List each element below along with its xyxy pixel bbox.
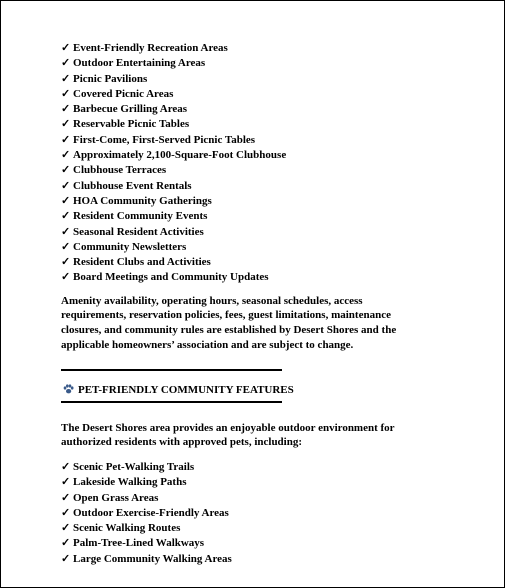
section-divider-bottom <box>61 401 282 403</box>
list-item-label: HOA Community Gatherings <box>73 194 212 207</box>
list-item <box>61 460 441 475</box>
list-item-label: Open Grass Areas <box>73 491 159 504</box>
checkmark-icon: ✓ <box>61 537 71 550</box>
checkmark-icon: ✓ <box>61 225 71 238</box>
checkmark-icon: ✓ <box>61 179 71 192</box>
list-item <box>61 56 441 71</box>
list-item-label: Outdoor Entertaining Areas <box>73 57 206 70</box>
list-item <box>61 41 441 56</box>
checkmark-icon: ✓ <box>61 87 71 100</box>
list-item-label: Board Meetings and Community Updates <box>73 271 269 284</box>
list-item <box>61 475 441 490</box>
pet-feature-list <box>61 460 441 567</box>
checkmark-icon: ✓ <box>61 164 71 177</box>
amenity-disclaimer-line: applicable homeowners’ association and are subject to change. <box>61 338 354 351</box>
list-item-label: Scenic Pet-Walking Trails <box>73 460 195 473</box>
checkmark-icon: ✓ <box>61 522 71 535</box>
amenity-disclaimer <box>61 294 441 353</box>
checkmark-icon: ✓ <box>61 103 71 116</box>
checkmark-icon: ✓ <box>61 210 71 223</box>
checkmark-icon: ✓ <box>61 460 71 473</box>
list-item-label: Approximately 2,100-Square-Foot Clubhouse <box>73 149 287 162</box>
list-item <box>61 133 441 148</box>
document-content <box>61 41 441 567</box>
checkmark-icon: ✓ <box>61 57 71 70</box>
list-item-label: Scenic Walking Routes <box>73 522 181 535</box>
list-item <box>61 163 441 178</box>
list-item <box>61 72 441 87</box>
checkmark-icon: ✓ <box>61 149 71 162</box>
list-item-label: First-Come, First-Served Picnic Tables <box>73 133 256 146</box>
checkmark-icon: ✓ <box>61 491 71 504</box>
paw-print-icon <box>63 384 75 398</box>
list-item <box>61 102 441 117</box>
list-item <box>61 87 441 102</box>
amenity-disclaimer-line: Amenity availability, operating hours, seasonal schedules, access <box>61 294 363 307</box>
pet-section-title: PET-FRIENDLY COMMUNITY FEATURES <box>78 383 294 396</box>
list-item <box>61 491 441 506</box>
checkmark-icon: ✓ <box>61 271 71 284</box>
amenity-list <box>61 41 441 286</box>
list-item <box>61 521 441 536</box>
list-item <box>61 209 441 224</box>
list-item-label: Resident Community Events <box>73 210 208 223</box>
checkmark-icon: ✓ <box>61 118 71 131</box>
list-item <box>61 225 441 240</box>
list-item <box>61 240 441 255</box>
list-item <box>61 506 441 521</box>
list-item <box>61 117 441 132</box>
list-item <box>61 179 441 194</box>
amenity-disclaimer-line: closures, and community rules are established by Desert Shores and the <box>61 324 397 337</box>
pet-intro <box>61 421 441 450</box>
list-item-label: Resident Clubs and Activities <box>73 256 211 269</box>
list-item-label: Clubhouse Terraces <box>73 164 167 177</box>
list-item-label: Outdoor Exercise-Friendly Areas <box>73 506 229 519</box>
list-item-label: Event-Friendly Recreation Areas <box>73 42 228 54</box>
amenity-disclaimer-line: requirements, reservation policies, fees, guest limitations, maintenance <box>61 309 391 322</box>
checkmark-icon: ✓ <box>61 42 71 54</box>
list-item-label: Large Community Walking Areas <box>73 552 232 565</box>
checkmark-icon: ✓ <box>61 133 71 146</box>
list-item-label: Barbecue Grilling Areas <box>73 103 188 116</box>
section-divider-top <box>61 369 282 371</box>
checkmark-icon: ✓ <box>61 506 71 519</box>
checkmark-icon: ✓ <box>61 240 71 253</box>
list-item-label: Lakeside Walking Paths <box>73 476 187 489</box>
list-item <box>61 270 441 285</box>
checkmark-icon: ✓ <box>61 72 71 85</box>
list-item <box>61 536 441 551</box>
list-item <box>61 255 441 270</box>
list-item <box>61 552 441 567</box>
list-item-label: Palm-Tree-Lined Walkways <box>73 537 205 550</box>
checkmark-icon: ✓ <box>61 256 71 269</box>
list-item <box>61 194 441 209</box>
list-item-label: Covered Picnic Areas <box>73 87 174 100</box>
list-item-label: Picnic Pavilions <box>73 72 148 85</box>
pet-intro-line: The Desert Shores area provides an enjoyable outdoor environment for <box>61 421 395 434</box>
pet-intro-line: authorized residents with approved pets, including: <box>61 436 303 449</box>
list-item <box>61 148 441 163</box>
list-item-label: Clubhouse Event Rentals <box>73 179 192 192</box>
checkmark-icon: ✓ <box>61 552 71 565</box>
list-item-label: Community Newsletters <box>73 240 187 253</box>
list-item-label: Reservable Picnic Tables <box>73 118 190 131</box>
checkmark-icon: ✓ <box>61 194 71 207</box>
checkmark-icon: ✓ <box>61 476 71 489</box>
pet-section-heading <box>61 383 441 398</box>
list-item-label: Seasonal Resident Activities <box>73 225 204 238</box>
